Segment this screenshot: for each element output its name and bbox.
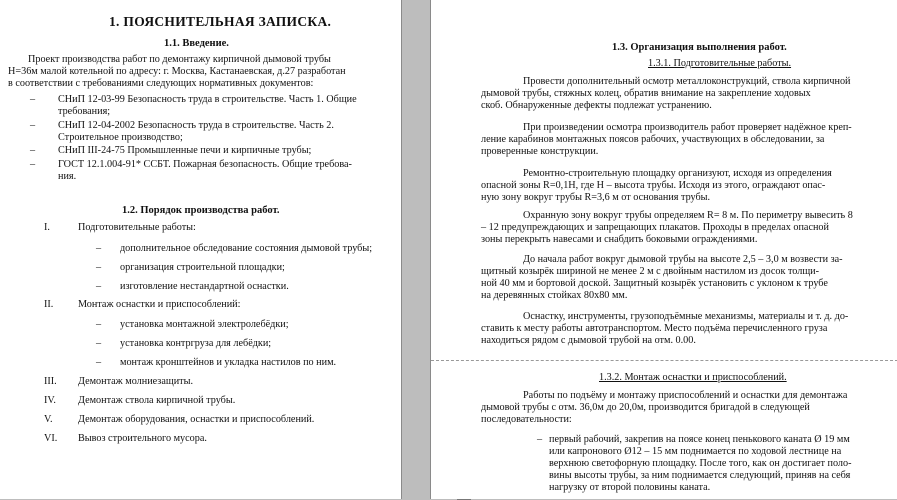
- subsection-title: 1.3.2. Монтаж оснастки и приспособлений.: [599, 372, 787, 383]
- order-subitem-text: дополнительное обследование состояния дымовой трубы;: [120, 243, 373, 254]
- order-item-text: Вывоз строительного мусора.: [78, 433, 207, 444]
- sub-marker: –: [96, 281, 102, 292]
- norm-text: ГОСТ 12.1.004-91* ССБТ. Пожарная безопасность. Общие требова-: [58, 159, 352, 170]
- bullet-line: нагрузку от второй половины каната.: [549, 482, 711, 493]
- list-marker: –: [30, 145, 36, 156]
- subsection-title: 1.3.1. Подготовительные работы.: [648, 58, 792, 69]
- order-item-text: Монтаж оснастки и приспособлений:: [78, 299, 241, 310]
- section-heading-order: 1.2. Порядок производства работ.: [122, 205, 280, 216]
- paragraph-line: проверенные конструкции.: [481, 146, 599, 157]
- paragraph-line: скоб. Обнаруженные дефекты подлежат устранению.: [481, 100, 712, 111]
- list-marker: –: [537, 434, 543, 445]
- right-page: [430, 0, 897, 499]
- paragraph-line: ставить к месту работы автотранспортом. Место подъёма перечисленного груза: [481, 323, 828, 334]
- paragraph-line: находиться рядом с дымовой трубой на отм. 0.00.: [481, 335, 696, 346]
- order-item-text: Демонтаж оборудования, оснастки и приспособлений.: [78, 414, 315, 425]
- roman-numeral: IV.: [44, 395, 56, 406]
- subsection-heading-rigging: [599, 372, 787, 384]
- paragraph: [481, 76, 851, 112]
- paragraph-line: последовательности:: [481, 414, 572, 425]
- sub-marker: –: [96, 319, 102, 330]
- order-subitem-text: изготовление нестандартной оснастки.: [120, 281, 289, 292]
- roman-numeral: V.: [44, 414, 53, 425]
- paragraph-line: Работы по подъёму и монтажу приспособлений и оснастки для демонтажа: [523, 390, 848, 401]
- paragraph-line: – 12 предупреждающих и запрещающих плакатов. Проходы в пределах опасной: [481, 222, 829, 233]
- list-marker: –: [30, 94, 36, 105]
- document-title: 1. ПОЯСНИТЕЛЬНАЯ ЗАПИСКА.: [109, 14, 332, 29]
- norm-text: требования;: [58, 106, 111, 117]
- paragraph-line: ной 40 мм и бортовой доской. Защитный козырёк установить с уклоном к трубе: [481, 278, 828, 289]
- list-marker: –: [30, 159, 36, 170]
- intro-line: Проект производства работ по демонтажу кирпичной дымовой трубы: [28, 54, 331, 65]
- order-subitem-text: установка контргруза для лебёдки;: [120, 338, 272, 349]
- paragraph-line: щитный козырёк шириной не менее 2 м с двойным настилом из досок толщи-: [481, 266, 820, 277]
- paragraph-line: При произведении осмотра производитель работ проверяет надёжное креп-: [523, 122, 852, 133]
- paragraph-line: Охранную зону вокруг трубы определяем R= 8 м. По периметру вывесить 8: [523, 210, 853, 221]
- norm-text: СНиП 12-04-2002 Безопасность труда в строительстве. Часть 2.: [58, 120, 334, 131]
- norm-text: СНиП III-24-75 Промышленные печи и кирпичные трубы;: [58, 145, 312, 156]
- paragraph: [481, 122, 852, 158]
- paragraph-line: Провести дополнительный осмотр металлоконструкций, ствола кирпичной: [523, 76, 851, 87]
- sub-marker: –: [96, 357, 102, 368]
- paragraph-line: Ремонтно-строительную площадку организуют, исходя из определения: [523, 168, 832, 179]
- roman-numeral: VI.: [44, 433, 58, 444]
- paragraph-line: До начала работ вокруг дымовой трубы на высоте 2,5 – 3,0 м возвести за-: [523, 254, 843, 265]
- paragraph: [481, 390, 847, 426]
- intro-line: H=36м малой котельной по адресу: г. Москва, Кастанаевская, д.27 разработан: [8, 66, 346, 77]
- paragraph-line: опасной зоны R=0,1H, где H – высота трубы. Исходя из этого, ограждают опас-: [481, 180, 826, 191]
- list-marker: –: [30, 120, 36, 131]
- order-subitem-text: установка монтажной электролебёдки;: [120, 319, 289, 330]
- page-break: [431, 360, 897, 361]
- subsection-heading-preparatory: [648, 58, 791, 70]
- paragraph-line: дымовой трубы с отм. 36,0м до 20,0м, производится бригадой в следующей: [481, 402, 810, 413]
- order-list: [0, 0, 401, 499]
- norm-text: СНиП 12-03-99 Безопасность труда в строительстве. Часть 1. Общие: [58, 94, 357, 105]
- left-page: [0, 0, 402, 499]
- paragraph: [481, 254, 843, 302]
- sub-marker: –: [96, 243, 102, 254]
- order-subitem-text: монтаж кронштейнов и укладка настилов по ним.: [120, 357, 337, 368]
- sub-marker: –: [96, 262, 102, 273]
- section-heading-introduction: 1.1. Введение.: [164, 38, 229, 49]
- paragraph-line: на деревянных стойках 80х80 мм.: [481, 290, 628, 301]
- roman-numeral: I.: [44, 222, 50, 233]
- norm-text: Строительное производство;: [58, 132, 183, 143]
- paragraph-line: Оснастку, инструменты, грузоподъёмные механизмы, материалы и т. д. до-: [523, 311, 849, 322]
- paragraph-line: зоны перекрыть навесами и снабдить боковыми ограждениями.: [481, 234, 758, 245]
- paragraph: [481, 168, 832, 204]
- paragraph-line: дымовой трубы, стяжных колец, обратив внимание на закрепление ходовых: [481, 88, 811, 99]
- roman-numeral: II.: [44, 299, 54, 310]
- order-item-text: Демонтаж молниезащиты.: [78, 376, 193, 387]
- roman-numeral: III.: [44, 376, 57, 387]
- sub-marker: –: [96, 338, 102, 349]
- order-subitem-text: организация строительной площадки;: [120, 262, 285, 273]
- norm-text: ния.: [58, 171, 77, 182]
- bullet-line: или капронового Ø12 – 15 мм поднимается по ходовой лестнице на: [549, 446, 842, 457]
- paragraph-line: ление карабинов монтажных поясов рабочих, участвующих в обследовании, за: [481, 134, 825, 145]
- order-item-text: Подготовительные работы:: [78, 222, 196, 233]
- paragraph-line: ную зону вокруг трубы R=3,6 м от основания трубы.: [481, 192, 711, 203]
- paragraph: [481, 210, 853, 246]
- bullet-line: верхнюю светофорную площадку. После того, как он достигает поло-: [549, 458, 852, 469]
- intro-line: в соответствии с требованиями следующих нормативных документов:: [8, 78, 314, 89]
- bullet-line: вины высоты трубы, за ним поднимается следующий, приняв на себя: [549, 470, 851, 481]
- section-heading-organization: 1.3. Организация выполнения работ.: [612, 42, 787, 53]
- paragraph: [481, 311, 848, 347]
- order-item-text: Демонтаж ствола кирпичной трубы.: [78, 395, 236, 406]
- bullet-line: первый рабочий, закрепив на поясе конец пенькового каната Ø 19 мм: [549, 434, 850, 445]
